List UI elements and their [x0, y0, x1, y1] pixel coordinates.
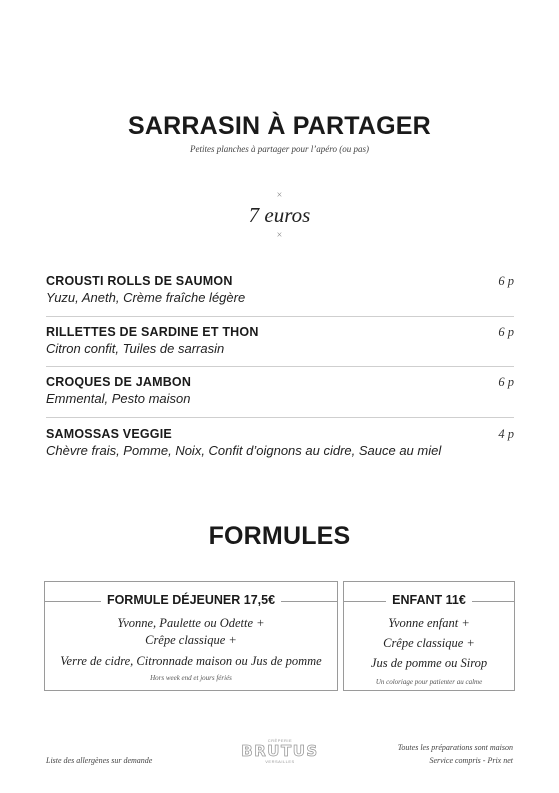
formule-line: Yvonne, Paulette ou Odette + — [117, 616, 265, 630]
item-description: Citron confit, Tuiles de sarrasin — [46, 341, 225, 356]
box-header — [45, 593, 337, 609]
allergen-notice: Liste des allergènes sur demande — [46, 756, 153, 765]
formule-enfant-title: ENFANT 11€ — [386, 593, 472, 607]
item-description: Chèvre frais, Pomme, Noix, Confit d’oignons au cidre, Sauce au miel — [46, 443, 442, 458]
section-subtitle: Petites planches à partager pour l’apéro (ou pas) — [190, 144, 369, 154]
item-quantity: 6 p — [498, 375, 514, 389]
formule-note: Hors week end et jours fériés — [150, 674, 232, 682]
formule-enfant-box — [343, 581, 515, 691]
box-header — [344, 593, 514, 609]
item-description: Yuzu, Aneth, Crème fraîche légère — [46, 290, 246, 305]
logo-bottom-text: VERSAILLES — [265, 759, 295, 764]
menu-item — [46, 325, 514, 377]
section-title-formules: FORMULES — [208, 522, 351, 550]
formule-dejeuner-title: FORMULE DÉJEUNER 17,5€ — [101, 593, 281, 607]
item-separator — [46, 417, 514, 418]
item-name: RILLETTES DE SARDINE ET THON — [46, 325, 259, 339]
formule-line: Crêpe classique + — [383, 636, 475, 650]
item-quantity: 6 p — [498, 274, 514, 288]
brutus-logo — [230, 738, 330, 764]
formule-line: Yvonne enfant + — [388, 616, 470, 630]
formule-dejeuner-box — [44, 581, 338, 691]
item-separator — [46, 316, 514, 317]
item-description: Emmental, Pesto maison — [46, 391, 191, 406]
logo-top-text: CRÊPERIE — [267, 738, 293, 743]
item-name: CROQUES DE JAMBON — [46, 375, 192, 389]
formule-line: Jus de pomme ou Sirop — [370, 656, 488, 670]
item-separator — [46, 366, 514, 367]
menu-item — [46, 427, 514, 479]
formule-note: Un coloriage pour patienter au calme — [375, 678, 483, 686]
menu-item — [46, 274, 514, 326]
item-name: SAMOSSAS VEGGIE — [46, 427, 172, 441]
cross-divider-top: × — [276, 190, 283, 201]
item-quantity: 6 p — [498, 325, 514, 339]
item-quantity: 4 p — [498, 427, 514, 441]
menu-item — [46, 375, 514, 427]
formule-line: Verre de cidre, Citronnade maison ou Jus de pomme — [60, 654, 322, 668]
footer-notice — [398, 741, 513, 767]
formule-line: Crêpe classique + — [145, 633, 237, 647]
section-title-sarrasin: SARRASIN À PARTAGER — [128, 112, 431, 140]
item-name: CROUSTI ROLLS DE SAUMON — [46, 274, 233, 288]
price-label: 7 euros — [248, 203, 311, 227]
cross-divider-bottom: × — [276, 230, 283, 241]
footer-homemade: Toutes les préparations sont maison — [397, 743, 513, 752]
footer-service: Service compris - Prix net — [429, 756, 513, 765]
logo-wordmark: BRUTUS — [241, 742, 319, 760]
